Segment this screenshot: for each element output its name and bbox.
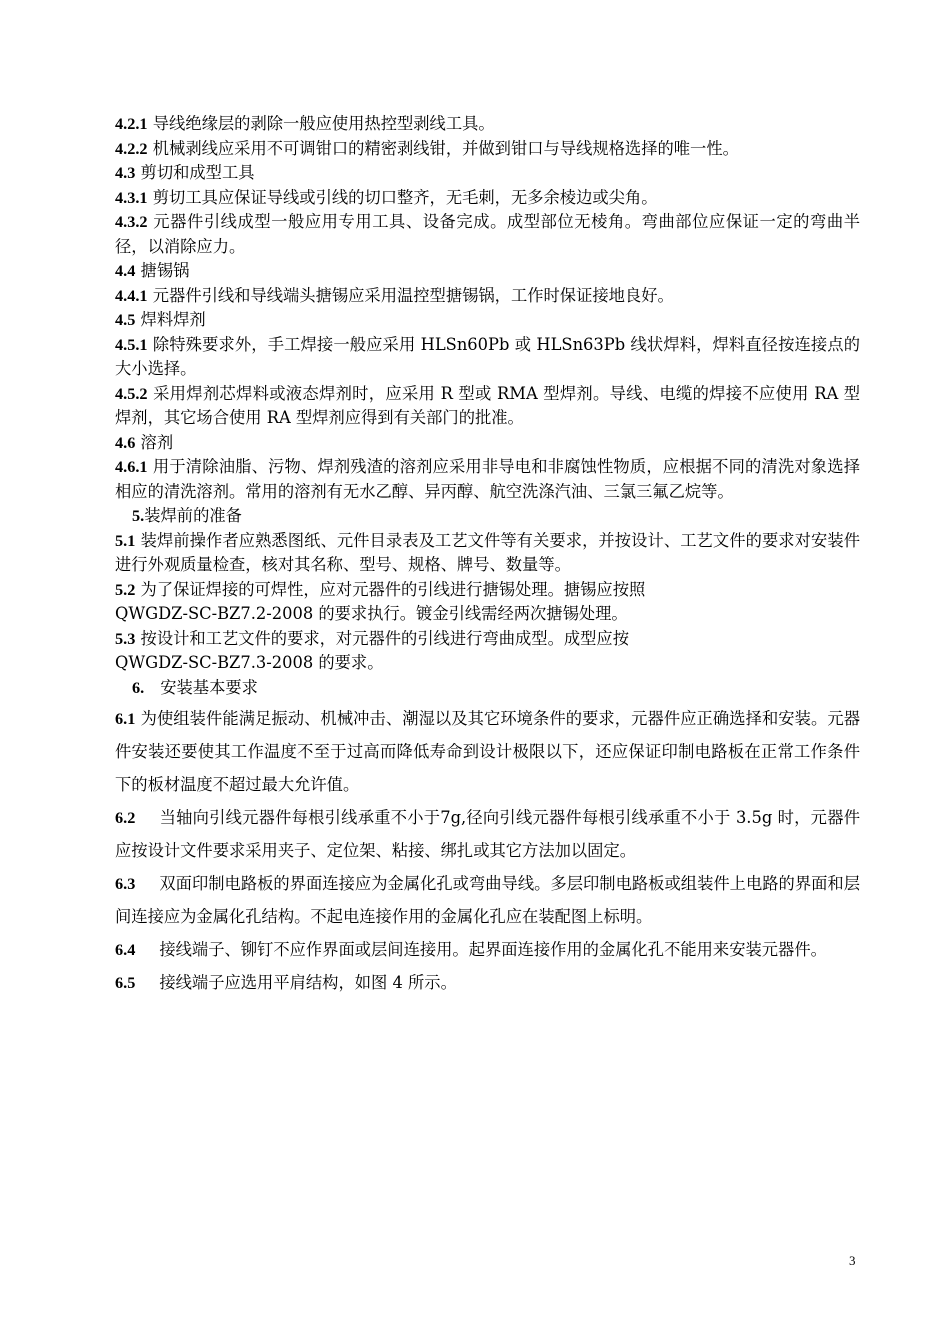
clause-text: 机械剥线应采用不可调钳口的精密剥线钳，并做到钳口与导线规格选择的唯一性。 bbox=[152, 138, 739, 158]
clause-number: 6.4 bbox=[115, 940, 136, 959]
clause-number: 4.3.1 bbox=[115, 187, 148, 207]
clause-number: 4.3 bbox=[115, 163, 136, 182]
clause-6-3 bbox=[115, 867, 860, 933]
clause-number: 4.3.2 bbox=[115, 212, 148, 231]
clause-4-2-2 bbox=[115, 137, 860, 162]
clause-text: 接线端子、铆钉不应作界面或层间连接用。起界面连接作用的金属化孔不能用来安装元器件。 bbox=[159, 940, 827, 959]
clause-4-5 bbox=[115, 308, 860, 333]
clause-number: 6.2 bbox=[115, 808, 136, 827]
clause-4-4 bbox=[115, 259, 860, 284]
clause-number: 4.4 bbox=[115, 261, 136, 280]
clause-5-3 bbox=[115, 627, 860, 676]
clause-text: 除特殊要求外，手工焊接一般应采用 HLSn60Pb 或 HLSn63Pb 线状焊料，焊料直径按连接点的大小选择。 bbox=[115, 334, 860, 378]
clause-4-3-1 bbox=[115, 186, 860, 211]
clause-4-5-2 bbox=[115, 382, 860, 431]
clause-number: 4.6.1 bbox=[115, 457, 148, 476]
clause-number: 6.3 bbox=[115, 874, 136, 893]
clause-number: 6.1 bbox=[115, 709, 136, 728]
clause-4-3 bbox=[115, 161, 860, 186]
clause-text-line-1: 按设计和工艺文件的要求，对元器件的引线进行弯曲成型。成型应按 bbox=[140, 628, 629, 648]
clause-number: 4.2.2 bbox=[115, 138, 148, 158]
clause-text: 接线端子应选用平肩结构，如图 4 所示。 bbox=[159, 973, 457, 992]
clause-number: 4.5.1 bbox=[115, 334, 148, 354]
clause-text: 导线绝缘层的剥除一般应使用热控型剥线工具。 bbox=[152, 114, 495, 133]
clause-4-6-1 bbox=[115, 455, 860, 504]
section-number: 5. bbox=[132, 506, 145, 525]
section-title: 安装基本要求 bbox=[160, 677, 258, 697]
clause-number: 5.1 bbox=[115, 530, 136, 550]
clause-text-line-2: QWGDZ-SC-BZ7.2-2008 的要求执行。镀金引线需经两次搪锡处理。 bbox=[115, 604, 628, 623]
clause-4-5-1 bbox=[115, 333, 860, 382]
clause-number: 5.3 bbox=[115, 628, 136, 648]
clause-6-4 bbox=[115, 933, 860, 966]
clause-number: 4.6 bbox=[115, 432, 136, 452]
clause-4-2-1 bbox=[115, 112, 860, 137]
document-body bbox=[115, 112, 860, 999]
clause-text: 为使组装件能满足振动、机械冲击、潮湿以及其它环境条件的要求，元器件应正确选择和安装。元器件安装还要使其工作温度不至于过高而降低寿命到设计极限以下，还应保证印制电路板在正常工作条件下的板材温度不超过最大允许值。 bbox=[115, 709, 860, 794]
clause-text-line-2: QWGDZ-SC-BZ7.3-2008 的要求。 bbox=[115, 653, 384, 672]
section-6-heading bbox=[115, 676, 860, 701]
page-number: 3 bbox=[849, 1253, 856, 1268]
clause-number: 4.4.1 bbox=[115, 285, 148, 305]
clause-6-5 bbox=[115, 966, 860, 999]
section-title: 装焊前的准备 bbox=[144, 506, 242, 525]
clause-text: 用于清除油脂、污物、焊剂残渣的溶剂应采用非导电和非腐蚀性物质，应根据不同的清洗对象选择相应的清洗溶剂。常用的溶剂有无水乙醇、异丙醇、航空洗涤汽油、三氯三氟乙烷等。 bbox=[115, 457, 860, 501]
section-number: 6. bbox=[132, 677, 145, 697]
clause-6-2 bbox=[115, 801, 860, 867]
clause-text: 搪锡锅 bbox=[140, 261, 190, 280]
clause-text: 剪切工具应保证导线或引线的切口整齐，无毛刺，无多余棱边或尖角。 bbox=[152, 187, 658, 207]
clause-5-2 bbox=[115, 578, 860, 627]
section-5-heading bbox=[115, 504, 860, 529]
clause-text: 装焊前操作者应熟悉图纸、元件目录表及工艺文件等有关要求，并按设计、工艺文件的要求对安装件进行外观质量检查，核对其名称、型号、规格、牌号、数量等。 bbox=[115, 530, 860, 574]
clause-text: 当轴向引线元器件每根引线承重不小于7g,径向引线元器件每根引线承重不小于 3.5g 时，元器件应按设计文件要求采用夹子、定位架、粘接、绑扎或其它方法加以固定。 bbox=[115, 808, 860, 860]
clause-text: 采用焊剂芯焊料或液态焊剂时，应采用 R 型或 RMA 型焊剂。导线、电缆的焊接不应使用 RA 型焊剂，其它场合使用 RA 型焊剂应得到有关部门的批准。 bbox=[115, 383, 860, 427]
clause-text-line-1: 为了保证焊接的可焊性，应对元器件的引线进行搪锡处理。搪锡应按照 bbox=[140, 579, 646, 599]
clause-6-1 bbox=[115, 702, 860, 801]
section-6-clauses bbox=[115, 702, 860, 999]
clause-4-6 bbox=[115, 431, 860, 456]
clause-text: 焊料焊剂 bbox=[140, 310, 206, 329]
clause-5-1 bbox=[115, 529, 860, 578]
clause-4-3-2 bbox=[115, 210, 860, 259]
clause-number: 4.2.1 bbox=[115, 114, 148, 133]
clause-4-4-1 bbox=[115, 284, 860, 309]
clause-text: 溶剂 bbox=[140, 432, 174, 452]
clause-number: 5.2 bbox=[115, 579, 136, 599]
clause-number: 4.5 bbox=[115, 310, 136, 329]
clause-number: 6.5 bbox=[115, 973, 136, 992]
clause-text: 元器件引线成型一般应用专用工具、设备完成。成型部位无棱角。弯曲部位应保证一定的弯曲半径，以消除应力。 bbox=[115, 212, 860, 256]
clause-text: 元器件引线和导线端头搪锡应采用温控型搪锡锅，工作时保证接地良好。 bbox=[152, 285, 674, 305]
clause-number: 4.5.2 bbox=[115, 383, 148, 403]
clause-text: 剪切和成型工具 bbox=[140, 163, 255, 182]
clause-text: 双面印制电路板的界面连接应为金属化孔或弯曲导线。多层印制电路板或组装件上电路的界面和层间连接应为金属化孔结构。不起电连接作用的金属化孔应在装配图上标明。 bbox=[115, 874, 860, 926]
